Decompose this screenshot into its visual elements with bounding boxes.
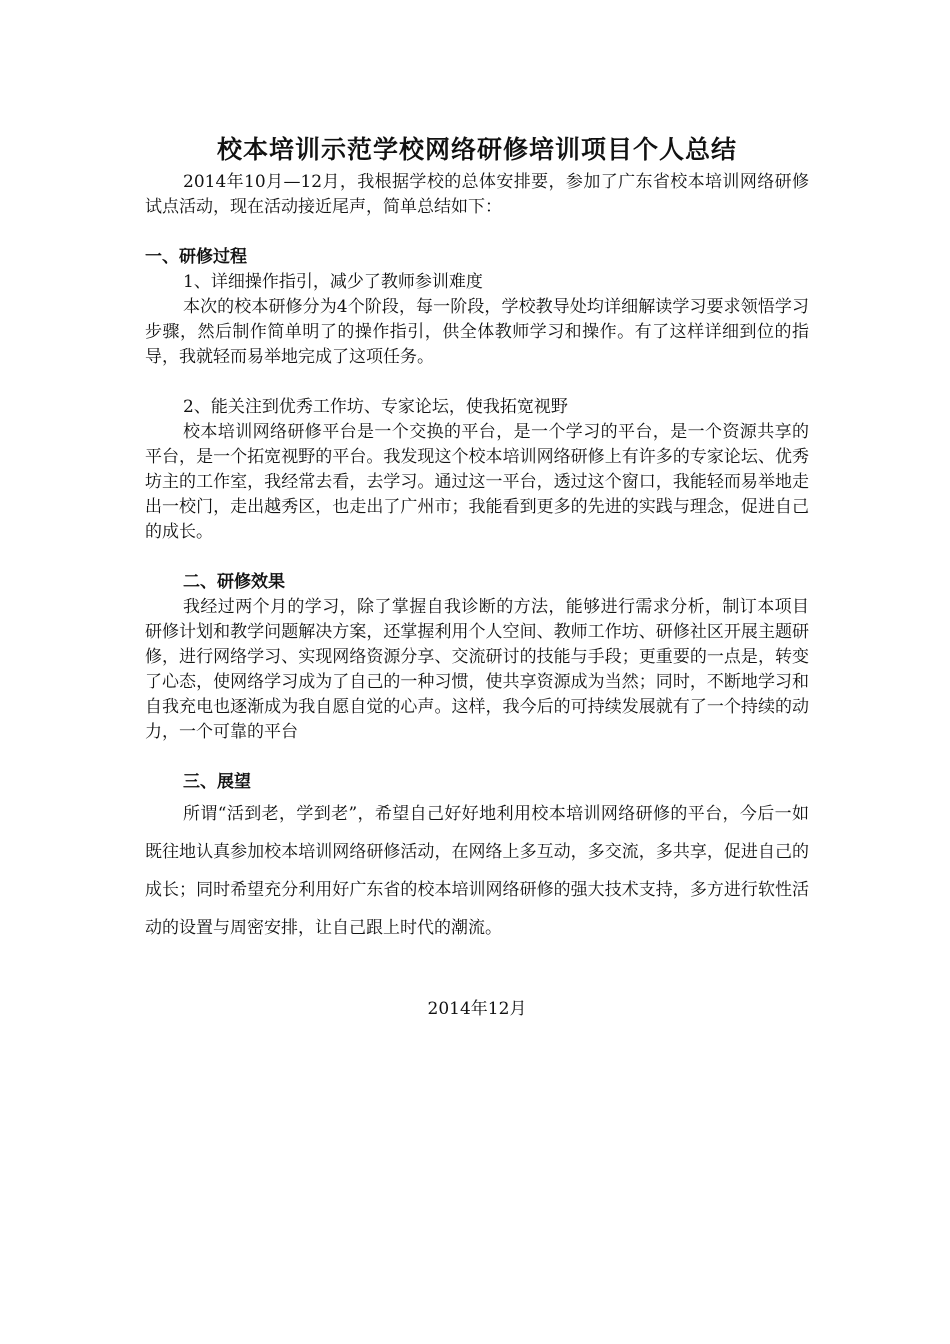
section1-heading: 一、研修过程 — [145, 247, 247, 267]
section3-body: 所谓“活到老，学到老”，希望自己好好地利用校本培训网络研修的平台，今后一如既往地认真参加校本培训网络研修活动，在网络上多互动，多交流，多共享，促进自己的成长；同时希望充分利用好广东省的校本培训网络研修的强大技术支持，多方进行软性活动的设置与周密安排，让自己跟上时代的潮流。 — [145, 804, 809, 938]
section2-heading: 二、研修效果 — [183, 572, 285, 592]
intro-paragraph: 2014年10月—12月，我根据学校的总体安排要，参加了广东省校本培训网络研修试点活动，现在活动接近尾声，简单总结如下： — [145, 172, 809, 217]
spacer — [145, 745, 809, 770]
section1-item2-title: 2、能关注到优秀工作坊、专家论坛，使我拓宽视野 — [183, 397, 568, 417]
spacer — [145, 947, 809, 997]
section1-item1-title: 1、详细操作指引，减少了教师参训难度 — [183, 272, 483, 292]
spacer — [145, 220, 809, 245]
spacer — [145, 370, 809, 395]
section3-heading: 三、展望 — [183, 772, 251, 792]
section1-item1-body: 本次的校本研修分为4个阶段，每一阶段，学校教导处均详细解读学习要求领悟学习步骤，然后制作简单明了的操作指引，供全体教师学习和操作。有了这样详细到位的指导，我就轻而易举地完成了这项任务。 — [145, 297, 809, 367]
document-title: 校本培训示范学校网络研修培训项目个人总结 — [216, 135, 737, 164]
document-page — [145, 130, 809, 1022]
section2-body: 我经过两个月的学习，除了掌握自我诊断的方法，能够进行需求分析，制订本项目研修计划和教学问题解决方案，还掌握利用个人空间、教师工作坊、研修社区开展主题研修，进行网络学习、实现网络资源分享、交流研讨的技能与手段；更重要的一点是，转变了心态，使网络学习成为了自己的一种习惯，使共享资源成为当然；同时，不断地学习和自我充电也逐渐成为我自愿自觉的心声。这样，我今后的可持续发展就有了一个持续的动力，一个可靠的平台 — [145, 597, 809, 742]
document-date: 2014年12月 — [427, 999, 527, 1019]
section1-item2-body: 校本培训网络研修平台是一个交换的平台，是一个学习的平台，是一个资源共享的平台，是一个拓宽视野的平台。我发现这个校本培训网络研修上有许多的专家论坛、优秀坊主的工作室，我经常去看，去学习。通过这一平台，透过这个窗口，我能轻而易举地走出一校门，走出越秀区，也走出了广州市；我能看到更多的先进的实践与理念，促进自己的成长。 — [145, 422, 809, 542]
spacer — [145, 545, 809, 570]
